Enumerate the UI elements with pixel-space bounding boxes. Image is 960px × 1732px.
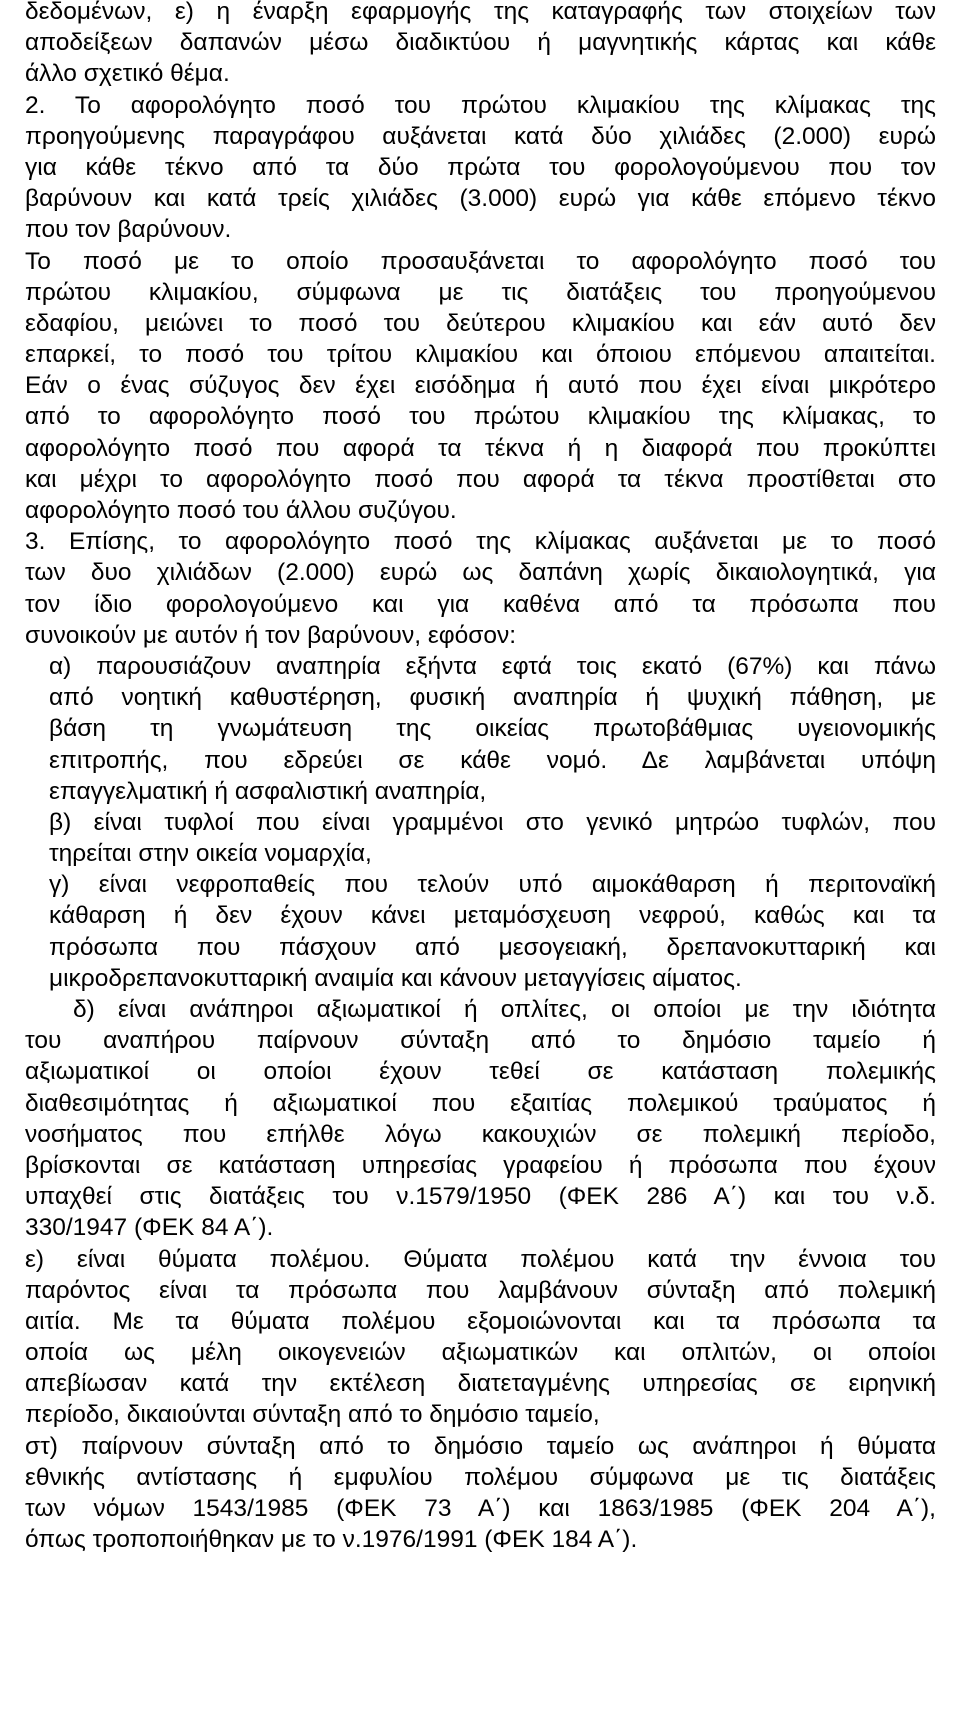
text-line: και μέχρι το αφορολόγητο ποσό που αφορά τα τέκνα προστίθεται στο [25, 465, 936, 493]
text-line: υπαχθεί στις διατάξεις του ν.1579/1950 (ΦΕΚ 286 Α΄) και του ν.δ. [25, 1183, 936, 1211]
text-line: αφορολόγητο ποσό του άλλου συζύγου. [25, 497, 457, 524]
text-line: τον ίδιο φορολογούμενο και για καθένα από τα πρόσωπα που [25, 590, 936, 618]
text-line: προηγούμενης παραγράφου αυξάνεται κατά δύο χιλιάδες (2.000) ευρώ [25, 122, 936, 150]
text-line: δ) είναι ανάπηροι αξιωματικοί ή οπλίτες, οι οποίοι με την ιδιότητα [73, 996, 936, 1023]
text-line: μικροδρεπανοκυτταρική αναιμία και κάνουν μεταγγίσεις αίματος. [49, 964, 742, 992]
text-line: βρίσκονται σε κατάσταση υπηρεσίας γραφείου ή πρόσωπα που έχουν [25, 1151, 936, 1179]
text-line: κάθαρση ή δεν έχουν κάνει μεταμόσχευση νεφρού, καθώς και τα [49, 902, 936, 930]
text-line: γ) είναι νεφροπαθείς που τελούν υπό αιμοκάθαρση ή περιτοναϊκή [49, 871, 936, 899]
text-line: α) παρουσιάζουν αναπηρία εξήντα εφτά τοις εκατό (67%) και πάνω [49, 652, 936, 680]
text-line: άλλο σχετικό θέμα. [25, 60, 230, 88]
text-line: 330/1947 (ΦΕΚ 84 Α΄). [25, 1214, 274, 1242]
text-line: επαγγελματική ή ασφαλιστική αναπηρία, [49, 777, 487, 805]
text-line: όπως τροποποιήθηκαν με το ν.1976/1991 (ΦΕΚ 184 Α΄). [25, 1526, 638, 1554]
text-line: εδαφίου, μειώνει το ποσό του δεύτερου κλιμακίου και εάν αυτό δεν [25, 309, 936, 337]
text-line: νοσήματος που επήλθε λόγω κακουχιών σε πολεμική περίοδο, [25, 1120, 936, 1148]
text-line: συνοικούν με αυτόν ή τον βαρύνουν, εφόσον: [25, 621, 517, 649]
text-line: για κάθε τέκνο από τα δύο πρώτα του φορολογούμενου που τον [25, 153, 936, 181]
text-line: από νοητική καθυστέρηση, φυσική αναπηρία ή ψυχική πάθηση, με [49, 684, 936, 712]
text-line: βάση τη γνωμάτευση της οικείας πρωτοβάθμιας υγειονομικής [49, 715, 936, 743]
text-line: των νόμων 1543/1985 (ΦΕΚ 73 Α΄) και 1863/1985 (ΦΕΚ 204 Α΄), [25, 1495, 936, 1522]
text-line: 3. Επίσης, το αφορολόγητο ποσό της κλίμακας αυξάνεται με το ποσό [25, 528, 936, 556]
text-line: αποδείξεων δαπανών μέσω διαδικτύου ή μαγνητικής κάρτας και κάθε [25, 29, 936, 57]
text-line: Εάν ο ένας σύζυγος δεν έχει εισόδημα ή αυτό που έχει είναι μικρότερο [25, 372, 936, 400]
text-line: βαρύνουν και κατά τρείς χιλιάδες (3.000) ευρώ για κάθε επόμενο τέκνο [25, 185, 936, 213]
text-line: στ) παίρνουν σύνταξη από το δημόσιο ταμείο ως ανάπηροι ή θύματα [25, 1432, 936, 1460]
text-line: αιτία. Με τα θύματα πολέμου εξομοιώνονται και τα πρόσωπα τα [25, 1307, 936, 1335]
text-line: απεβίωσαν κατά την εκτέλεση διατεταγμένης υπηρεσίας σε ειρηνική [25, 1370, 936, 1398]
text-line: αφορολόγητο ποσό που αφορά τα τέκνα ή η διαφορά που προκύπτει [25, 434, 936, 462]
text-line: εθνικής αντίστασης ή εμφυλίου πολέμου σύμφωνα με τις διατάξεις [25, 1463, 936, 1491]
text-line: β) είναι τυφλοί που είναι γραμμένοι στο γενικό μητρώο τυφλών, που [49, 808, 936, 836]
text-line: ε) είναι θύματα πολέμου. Θύματα πολέμου κατά την έννοια του [25, 1245, 936, 1273]
text-line: πρώτου κλιμακίου, σύμφωνα με τις διατάξεις του προηγούμενου [25, 278, 936, 306]
text-line: επαρκεί, το ποσό του τρίτου κλιμακίου και όποιου επόμενου απαιτείται. [25, 341, 936, 369]
text-line: διαθεσιμότητας ή αξιωματικοί που εξαιτίας πολεμικού τραύματος ή [25, 1089, 936, 1117]
text-line: οποία ως μέλη οικογενειών αξιωματικών και οπλιτών, οι οποίοι [25, 1339, 936, 1367]
text-line: από το αφορολόγητο ποσό του πρώτου κλιμακίου της κλίμακας, το [25, 403, 936, 431]
text-line: τηρείται στην οικεία νομαρχία, [49, 840, 372, 868]
text-line: Το ποσό με το οποίο προσαυξάνεται το αφορολόγητο ποσό του [25, 247, 936, 275]
text-line: που τον βαρύνουν. [25, 216, 232, 244]
text-line: του αναπήρου παίρνουν σύνταξη από το δημόσιο ταμείο ή [25, 1027, 936, 1055]
text-line: επιτροπής, που εδρεύει σε κάθε νομό. Δε λαμβάνεται υπόψη [49, 746, 936, 774]
text-line: περίοδο, δικαιούνται σύνταξη από το δημόσιο ταμείο, [25, 1401, 600, 1429]
text-line: δεδομένων, ε) η έναρξη εφαρμογής της καταγραφής των στοιχείων των [25, 0, 936, 25]
text-line: 2. Το αφορολόγητο ποσό του πρώτου κλιμακίου της κλίμακας της [25, 91, 936, 119]
text-line: των δυο χιλιάδων (2.000) ευρώ ως δαπάνη χωρίς δικαιολογητικά, για [25, 559, 936, 587]
text-line: αξιωματικοί οι οποίοι έχουν τεθεί σε κατάσταση πολεμικής [25, 1058, 936, 1086]
text-line: παρόντος είναι τα πρόσωπα που λαμβάνουν σύνταξη από πολεμική [25, 1276, 936, 1304]
text-line: πρόσωπα που πάσχουν από μεσογειακή, δρεπανοκυτταρική και [49, 933, 936, 961]
